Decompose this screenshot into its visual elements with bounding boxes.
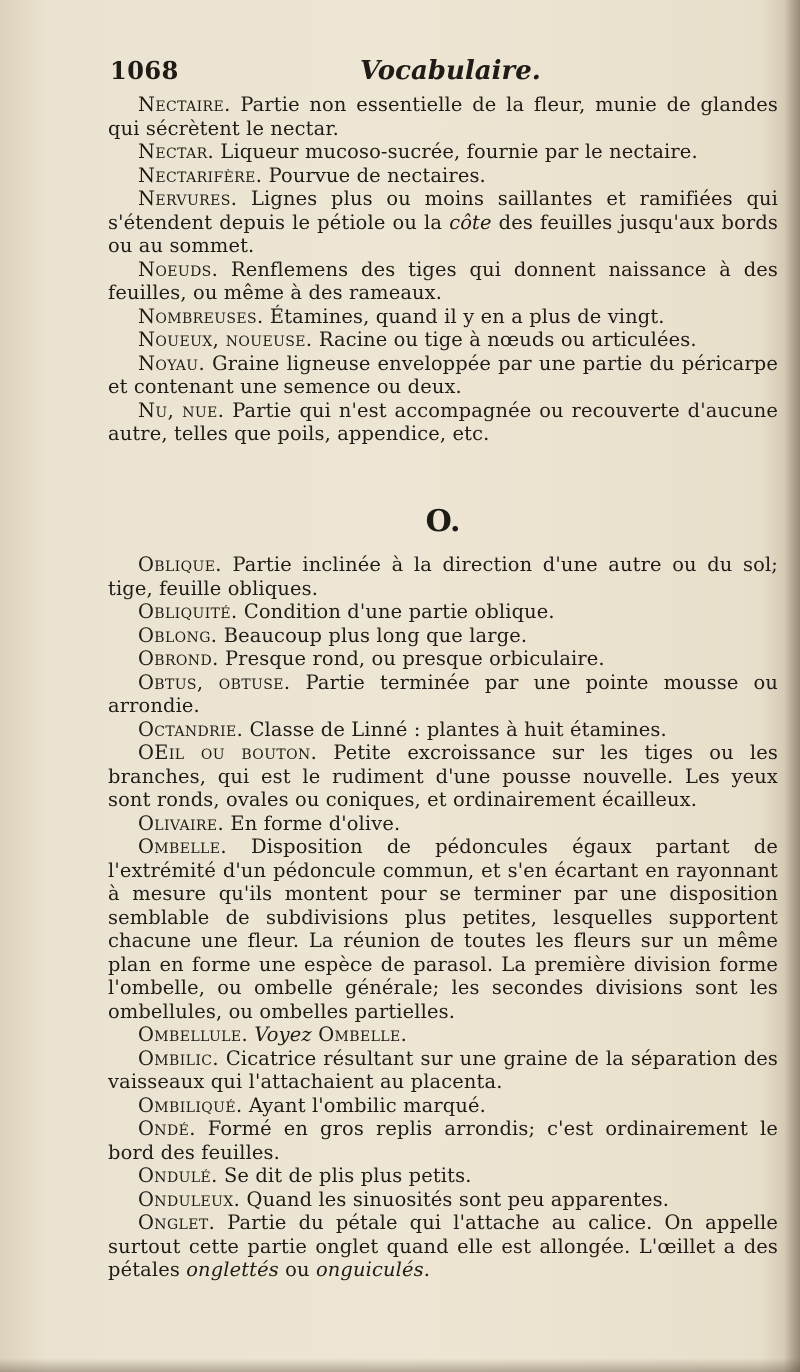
- headword: Noyau.: [138, 351, 206, 375]
- headword: Olivaire.: [138, 811, 225, 835]
- definition: Classe de Linné : plantes à huit étamines.: [249, 717, 667, 741]
- entry-onglet: [108, 1211, 778, 1282]
- definition: Partie terminée par une pointe mousse ou arrondie.: [108, 670, 778, 717]
- definition: des feuilles jusqu'aux bords ou au sommet.: [108, 210, 778, 257]
- definition: ou: [278, 1258, 316, 1281]
- headword: Ondulé.: [138, 1164, 218, 1187]
- entry-ombelle: [108, 835, 778, 1023]
- headword: Nombreuses.: [138, 304, 264, 328]
- entry-obtus: [108, 671, 778, 718]
- definition: Petite excroissance sur les tiges ou les branches, qui est le rudiment d'une pousse nouvelle. Les yeux sont ronds, ovales ou coniques, et ordinairement écailleux.: [108, 741, 778, 811]
- cross-reference: Ombelle.: [311, 1023, 408, 1046]
- entries-letter-o: [108, 553, 778, 1282]
- headword: Obtus, obtuse.: [138, 670, 291, 694]
- headword: Noueux, noueuse.: [138, 328, 313, 351]
- definition-italic: Voyez: [254, 1023, 312, 1046]
- headword: Ombiliqué.: [138, 1093, 243, 1117]
- headword: Octandrie.: [138, 717, 244, 741]
- definition-italic: onguiculés: [315, 1258, 424, 1281]
- definition: .: [423, 1258, 431, 1281]
- entry-noueux: [108, 328, 778, 352]
- running-title: Vocabulaire.: [360, 56, 541, 86]
- headword: Onglet.: [138, 1211, 216, 1234]
- entry-nectar: [108, 140, 778, 164]
- page-bottom-edge: [0, 1358, 800, 1372]
- definition: Cicatrice résultant sur une graine de la séparation des vaisseaux qui l'attachaient au placenta.: [108, 1046, 778, 1093]
- definition: En forme d'olive.: [230, 811, 401, 835]
- entry-ondule: [108, 1164, 778, 1188]
- entry-nectarifere: [108, 164, 778, 188]
- entry-onduleux: [108, 1188, 778, 1212]
- entry-noeuds: [108, 258, 778, 305]
- definition: Étamines, quand il y en a plus de vingt.: [269, 304, 665, 328]
- headword: Ombellule.: [138, 1023, 249, 1046]
- definition: Partie du pétale qui l'attache au calice. On appelle surtout cette partie onglet quand elle est allongée. L'œillet a des pétales: [108, 1211, 778, 1281]
- entry-nectaire: [108, 93, 778, 140]
- headword: Nervures.: [138, 187, 238, 210]
- letter-heading: O.: [425, 504, 461, 539]
- entry-noyau: [108, 352, 778, 399]
- definition: Ayant l'ombilic marqué.: [248, 1093, 486, 1117]
- entry-ombilique: [108, 1094, 778, 1118]
- headword: Nectaire.: [138, 93, 231, 116]
- entry-obrond: [108, 647, 778, 671]
- definition: Partie qui n'est accompagnée ou recouverte d'aucune autre, telles que poils, appendice, etc.: [108, 398, 778, 445]
- entries-letter-n: [108, 93, 778, 446]
- definition: Beaucoup plus long que large.: [223, 623, 528, 647]
- definition: Graine ligneuse enveloppée par une partie du péricarpe et contenant une semence ou deux.: [108, 351, 778, 398]
- definition: Quand les sinuosités sont peu apparentes.: [246, 1187, 670, 1211]
- entry-octandrie: [108, 718, 778, 742]
- entry-obliquite: [108, 600, 778, 624]
- headword: Onduleux.: [138, 1187, 241, 1211]
- headword: OEil ou bouton.: [138, 741, 318, 764]
- headword: Ondé.: [138, 1117, 196, 1140]
- headword: Obliquité.: [138, 600, 238, 623]
- entry-oeil: [108, 741, 778, 812]
- entry-oblique: [108, 553, 778, 600]
- definition: Pourvue de nectaires.: [268, 163, 486, 187]
- definition: Presque rond, ou presque orbiculaire.: [224, 647, 605, 670]
- headword: Noeuds.: [138, 257, 219, 281]
- entry-onde: [108, 1117, 778, 1164]
- definition: Partie inclinée à la direction d'une autre ou du sol; tige, feuille obliques.: [108, 553, 778, 600]
- headword: Oblique.: [138, 553, 222, 576]
- definition: Condition d'une partie oblique.: [243, 600, 555, 623]
- definition: Se dit de plis plus petits.: [223, 1164, 472, 1187]
- headword: Nectar.: [138, 140, 215, 163]
- page-header: [108, 56, 678, 92]
- page-edge-shadow: [784, 0, 800, 1372]
- headword: Ombilic.: [138, 1046, 219, 1070]
- page-number: 1068: [110, 56, 179, 85]
- headword: Oblong.: [138, 623, 218, 647]
- headword: Ombelle.: [138, 835, 227, 858]
- entry-ombellule: [108, 1023, 778, 1047]
- entry-nu: [108, 399, 778, 446]
- definition: Lignes plus ou moins saillantes et ramifiées qui s'étendent depuis le pétiole ou la: [108, 187, 778, 234]
- definition: Disposition de pédoncules égaux partant de l'extrémité d'un pédoncule commun, et s'en écartant en rayonnant à mesure qu'ils montent pour se terminer par une disposition semblable de subdivisions plus petites, lesquelles supportent chacune une fleur. La réunion de toutes les fleurs sur un même plan en forme une espèce de parasol. La première division forme l'ombelle, ou ombelle générale; les secondes divisions sont les ombellules, ou ombelles partielles.: [108, 835, 778, 1023]
- definition-italic: côte: [449, 210, 492, 234]
- definition: Liqueur mucoso-sucrée, fournie par le nectaire.: [220, 140, 698, 163]
- definition-italic: onglettés: [186, 1258, 279, 1281]
- headword: Obrond.: [138, 647, 219, 670]
- definition: Renflemens des tiges qui donnent naissance à des feuilles, ou même à des rameaux.: [108, 257, 778, 304]
- headword: Nectarifère.: [138, 163, 263, 187]
- entry-olivaire: [108, 812, 778, 836]
- entry-oblong: [108, 624, 778, 648]
- entry-nervures: [108, 187, 778, 258]
- entry-ombilic: [108, 1047, 778, 1094]
- definition: Formé en gros replis arrondis; c'est ordinairement le bord des feuilles.: [108, 1117, 778, 1164]
- definition: Partie non essentielle de la fleur, munie de glandes qui sécrètent le nectar.: [108, 93, 778, 140]
- headword: Nu, nue.: [138, 398, 225, 422]
- entry-nombreuses: [108, 305, 778, 329]
- definition: Racine ou tige à nœuds ou articulées.: [318, 328, 697, 351]
